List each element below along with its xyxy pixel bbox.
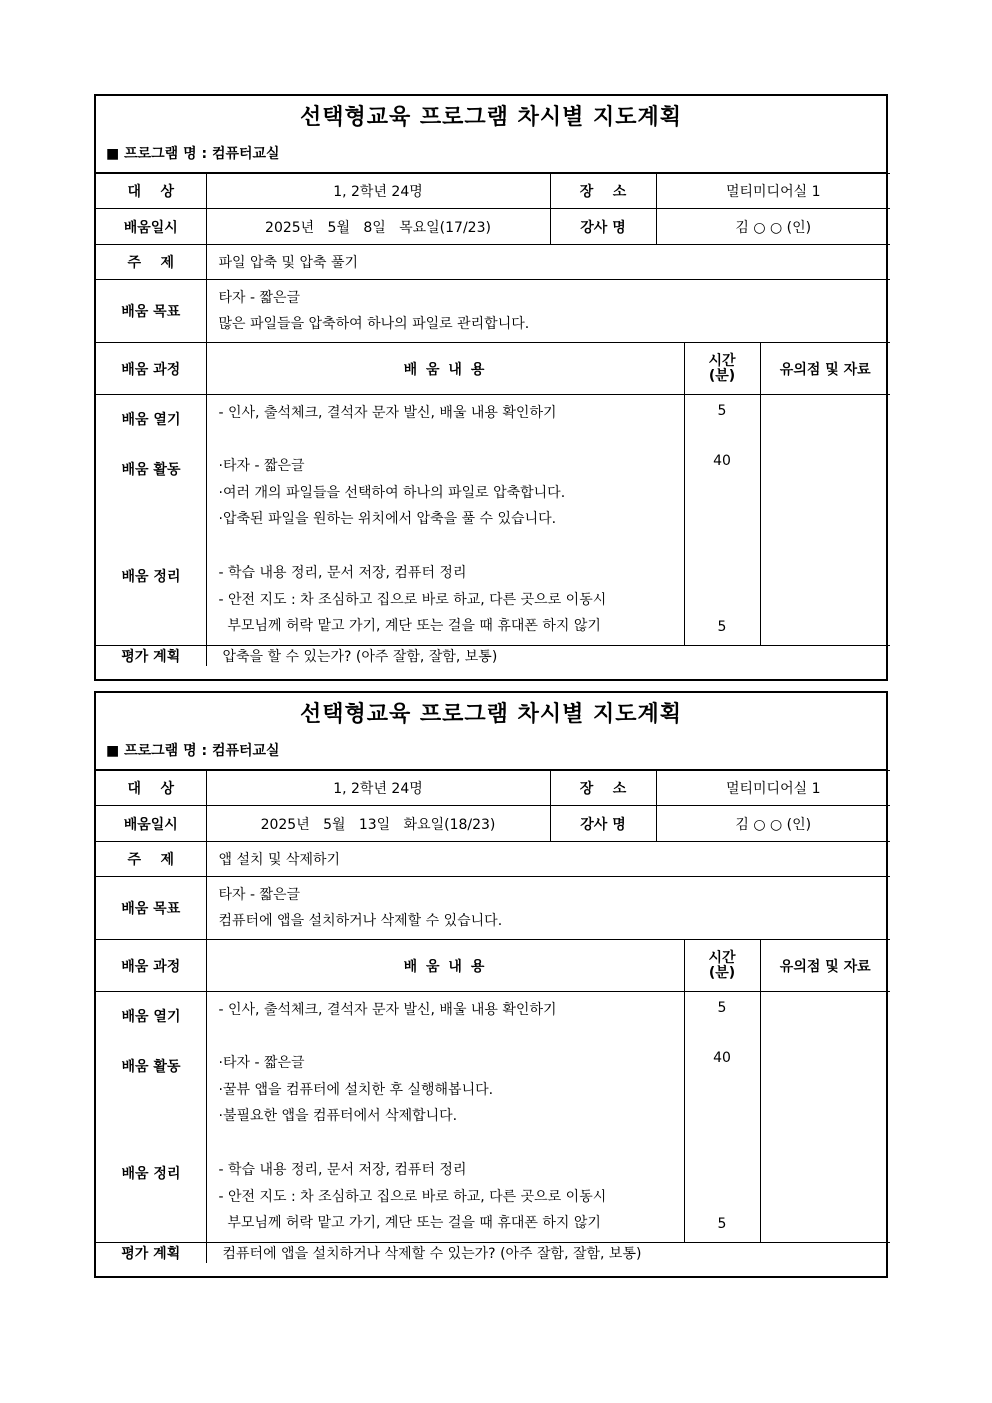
content-line: - 안전 지도 : 차 조심하고 집으로 바로 하교, 다른 곳으로 이동시 <box>218 592 607 608</box>
eval-row <box>96 646 890 667</box>
content-line: ·타자 - 짧은글 <box>218 458 305 474</box>
content-line: ·불필요한 앱을 컴퓨터에서 삭제합니다. <box>218 1108 458 1124</box>
teacher-value: 김 ○ ○ (인) <box>656 209 890 245</box>
process-header: 배움 과정 <box>96 940 206 992</box>
teacher-value: 김 ○ ○ (인) <box>656 806 890 842</box>
time-header: 시간 (분) <box>684 940 760 992</box>
place-value: 멀티미디어실 1 <box>656 174 890 209</box>
goal-row <box>96 877 890 940</box>
teacher-label: 강사 명 <box>550 209 656 245</box>
date-row <box>96 209 890 245</box>
content-line: - 학습 내용 정리, 문서 저장, 컴퓨터 정리 <box>218 1162 467 1178</box>
date-value: 2025년 5월 8일 목요일(17/23) <box>206 209 550 245</box>
activity-row <box>96 992 890 1243</box>
topic-label: 주 제 <box>96 245 206 280</box>
stage-cell <box>96 395 206 646</box>
content-line: - 인사, 출석체크, 결석자 문자 발신, 배울 내용 확인하기 <box>218 1002 557 1018</box>
lesson-plan-1 <box>94 94 888 681</box>
notes-cell <box>760 395 890 646</box>
target-row <box>96 771 890 806</box>
topic-value: 파일 압축 및 압축 풀기 <box>206 245 890 280</box>
place-label: 장 소 <box>550 174 656 209</box>
content-line: - 학습 내용 정리, 문서 저장, 컴퓨터 정리 <box>218 565 467 581</box>
content-line: - 인사, 출석체크, 결석자 문자 발신, 배울 내용 확인하기 <box>218 405 557 421</box>
content-cell <box>206 992 684 1243</box>
notes-cell <box>760 992 890 1243</box>
target-value: 1, 2학년 24명 <box>206 771 550 806</box>
process-header: 배움 과정 <box>96 343 206 395</box>
time-activity: 40 <box>713 453 731 469</box>
notes-header: 유의점 및 자료 <box>760 343 890 395</box>
content-header: 배 움 내 용 <box>206 940 684 992</box>
program-name: ■ 프로그램 명 : 컴퓨터교실 <box>96 140 886 173</box>
target-row <box>96 174 890 209</box>
activity-row <box>96 395 890 646</box>
date-label: 배움일시 <box>96 209 206 245</box>
time-wrapup: 5 <box>717 1216 727 1232</box>
stage-cell <box>96 992 206 1243</box>
stage-open: 배움 열기 <box>121 1009 181 1025</box>
eval-value: 컴퓨터에 앱을 설치하거나 삭제할 수 있는가? (아주 잘함, 잘함, 보통) <box>206 1243 890 1264</box>
topic-row <box>96 842 890 877</box>
content-line: 부모님께 허락 맡고 가기, 계단 또는 걸을 때 휴대폰 하지 않기 <box>218 618 601 634</box>
date-row <box>96 806 890 842</box>
target-label: 대 상 <box>96 771 206 806</box>
time-cell <box>684 395 760 646</box>
time-header: 시간 (분) <box>684 343 760 395</box>
stage-activity: 배움 활동 <box>121 462 181 478</box>
goal-value <box>206 280 890 343</box>
notes-header: 유의점 및 자료 <box>760 940 890 992</box>
content-line: - 안전 지도 : 차 조심하고 집으로 바로 하교, 다른 곳으로 이동시 <box>218 1189 607 1205</box>
eval-value: 압축을 할 수 있는가? (아주 잘함, 잘함, 보통) <box>206 646 890 667</box>
teacher-label: 강사 명 <box>550 806 656 842</box>
program-name: ■ 프로그램 명 : 컴퓨터교실 <box>96 737 886 770</box>
date-label: 배움일시 <box>96 806 206 842</box>
content-cell <box>206 395 684 646</box>
stage-activity: 배움 활동 <box>121 1059 181 1075</box>
eval-label: 평가 계획 <box>96 646 206 667</box>
plan-title: 선택형교육 프로그램 차시별 지도계획 <box>299 105 682 130</box>
time-wrapup: 5 <box>717 619 727 635</box>
goal-line: 많은 파일들을 압축하여 하나의 파일로 관리합니다. <box>218 316 530 332</box>
goal-line: 타자 - 짧은글 <box>218 886 301 903</box>
target-label: 대 상 <box>96 174 206 209</box>
content-line: ·압축된 파일을 원하는 위치에서 압축을 풀 수 있습니다. <box>218 511 557 527</box>
goal-value <box>206 877 890 940</box>
eval-row <box>96 1243 890 1264</box>
target-value: 1, 2학년 24명 <box>206 174 550 209</box>
date-value: 2025년 5월 13일 화요일(18/23) <box>206 806 550 842</box>
time-open: 5 <box>717 403 727 419</box>
stage-open: 배움 열기 <box>121 412 181 428</box>
goal-line: 컴퓨터에 앱을 설치하거나 삭제할 수 있습니다. <box>218 913 503 929</box>
place-value: 멀티미디어실 1 <box>656 771 890 806</box>
content-line: 부모님께 허락 맡고 가기, 계단 또는 걸을 때 휴대폰 하지 않기 <box>218 1215 601 1231</box>
time-activity: 40 <box>713 1050 731 1066</box>
plan-table <box>96 770 890 1263</box>
content-header: 배 움 내 용 <box>206 343 684 395</box>
goal-line: 타자 - 짧은글 <box>218 289 301 306</box>
content-line: ·여러 개의 파일들을 선택하여 하나의 파일로 압축합니다. <box>218 485 566 501</box>
stage-wrapup: 배움 정리 <box>121 1166 181 1182</box>
goal-row <box>96 280 890 343</box>
content-line: ·타자 - 짧은글 <box>218 1055 305 1071</box>
topic-value: 앱 설치 및 삭제하기 <box>206 842 890 877</box>
goal-label: 배움 목표 <box>96 280 206 343</box>
lesson-plan-2 <box>94 691 888 1278</box>
plan-table <box>96 173 890 666</box>
topic-row <box>96 245 890 280</box>
goal-label: 배움 목표 <box>96 877 206 940</box>
time-open: 5 <box>717 1000 727 1016</box>
eval-label: 평가 계획 <box>96 1243 206 1264</box>
stage-wrapup: 배움 정리 <box>121 569 181 585</box>
time-cell <box>684 992 760 1243</box>
header-row <box>96 940 890 992</box>
header-row <box>96 343 890 395</box>
place-label: 장 소 <box>550 771 656 806</box>
content-line: ·꿀뷰 앱을 컴퓨터에 설치한 후 실행해봅니다. <box>218 1082 494 1098</box>
plan-title: 선택형교육 프로그램 차시별 지도계획 <box>299 702 682 727</box>
topic-label: 주 제 <box>96 842 206 877</box>
